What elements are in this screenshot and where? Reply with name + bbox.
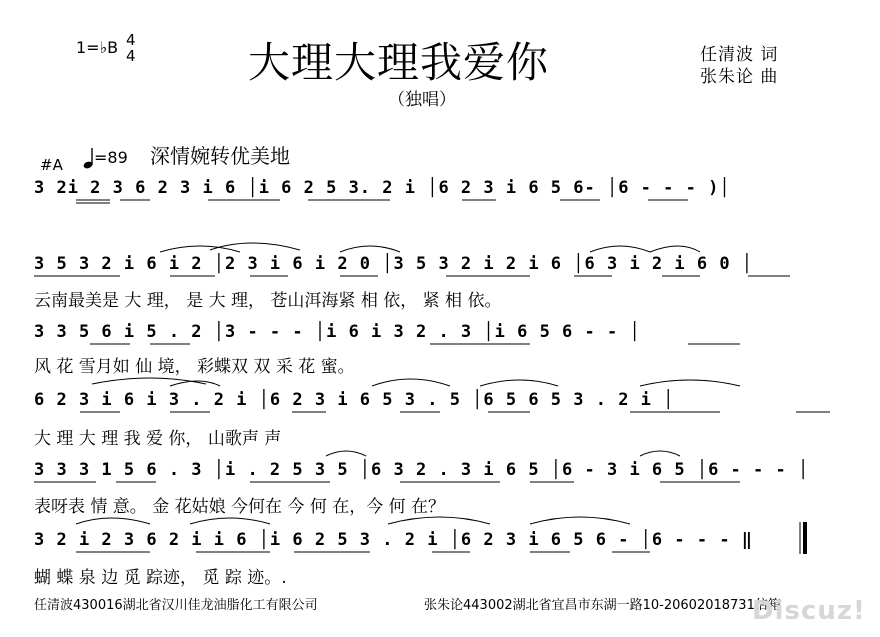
- staff-line-4-notes: 6 2 3 i 6 i 3 . 2 i │6 2 3 i 6 5 3 . 5 │6 5 6 5 3 . 2 i │: [34, 390, 675, 410]
- staff-line-4-lyrics: 大 理 大 理 我 爱 你， 山歌声 声: [34, 429, 282, 449]
- staff-line-2-lyrics: 云南最美是 大 理， 是 大 理， 苍山洱海紧 相 依， 紧 相 依。: [34, 291, 502, 311]
- time-signature-top: 4: [126, 31, 136, 49]
- staff-line-5-lyrics: 表呀表 情 意。 金 花姑娘 今何在 今 何 在，今 何 在？: [34, 497, 446, 517]
- tempo-bpm: =89: [94, 148, 128, 167]
- time-signature: [126, 32, 136, 64]
- staff-line-5-notes: 3 3 3 1 5 6 . 3 │i . 2 5 3 5 │6 3 2 . 3 i 6 5 │6 - 3 i 6 5 │6 - - - │: [34, 460, 810, 480]
- staff-line-3-lyrics: 风 花 雪月如 仙 境， 彩蝶双 双 采 花 蜜。: [34, 357, 355, 377]
- key-signature: 1=♭B: [76, 38, 119, 57]
- staff-line-1-notes: 3 2i 2 3 6 2 3 i 6 │i 6 2 5 3. 2 i │6 2 3 i 6 5 6- │6 - - - )│: [34, 178, 731, 198]
- staff-line-6-notes: 3 2 i 2 3 6 2 i i 6 │i 6 2 5 3 . 2 i │6 2 3 i 6 5 6 - │6 - - - ‖: [34, 530, 754, 550]
- footer-lyricist-address: 任清波430016湖北省汉川佳龙油脂化工有限公司: [34, 598, 318, 613]
- footer-composer-address: 张朱论443002湖北省宜昌市东湖一路10-20602018731信箱: [424, 598, 781, 613]
- quarter-note-icon: [82, 146, 94, 174]
- staff-line-3-notes: 3 3 5 6 i 5 . 2 │3 - - - │i 6 i 3 2 . 3 │i 6 5 6 - - │: [34, 322, 641, 342]
- time-signature-bottom: 4: [126, 47, 136, 65]
- watermark: Discuz!: [752, 596, 866, 626]
- lyricist-credit: 任清波 词: [700, 45, 779, 65]
- song-subtitle: （独唱）: [388, 90, 456, 110]
- composer-credit: 张朱论 曲: [700, 67, 779, 87]
- staff-line-6-lyrics: 蝴 蝶 泉 边 觅 踪迹， 觅 踪 迹。.: [34, 568, 287, 588]
- staff-line-2-notes: 3 5 3 2 i 6 i 2 │2 3 i 6 i 2 0 │3 5 3 2 i 2 i 6 │6 3 i 2 i 6 0 │: [34, 254, 754, 274]
- tempo-label: #A: [40, 156, 63, 174]
- song-title: 大理大理我爱你: [248, 38, 550, 87]
- expression-marking: 深情婉转优美地: [150, 144, 290, 168]
